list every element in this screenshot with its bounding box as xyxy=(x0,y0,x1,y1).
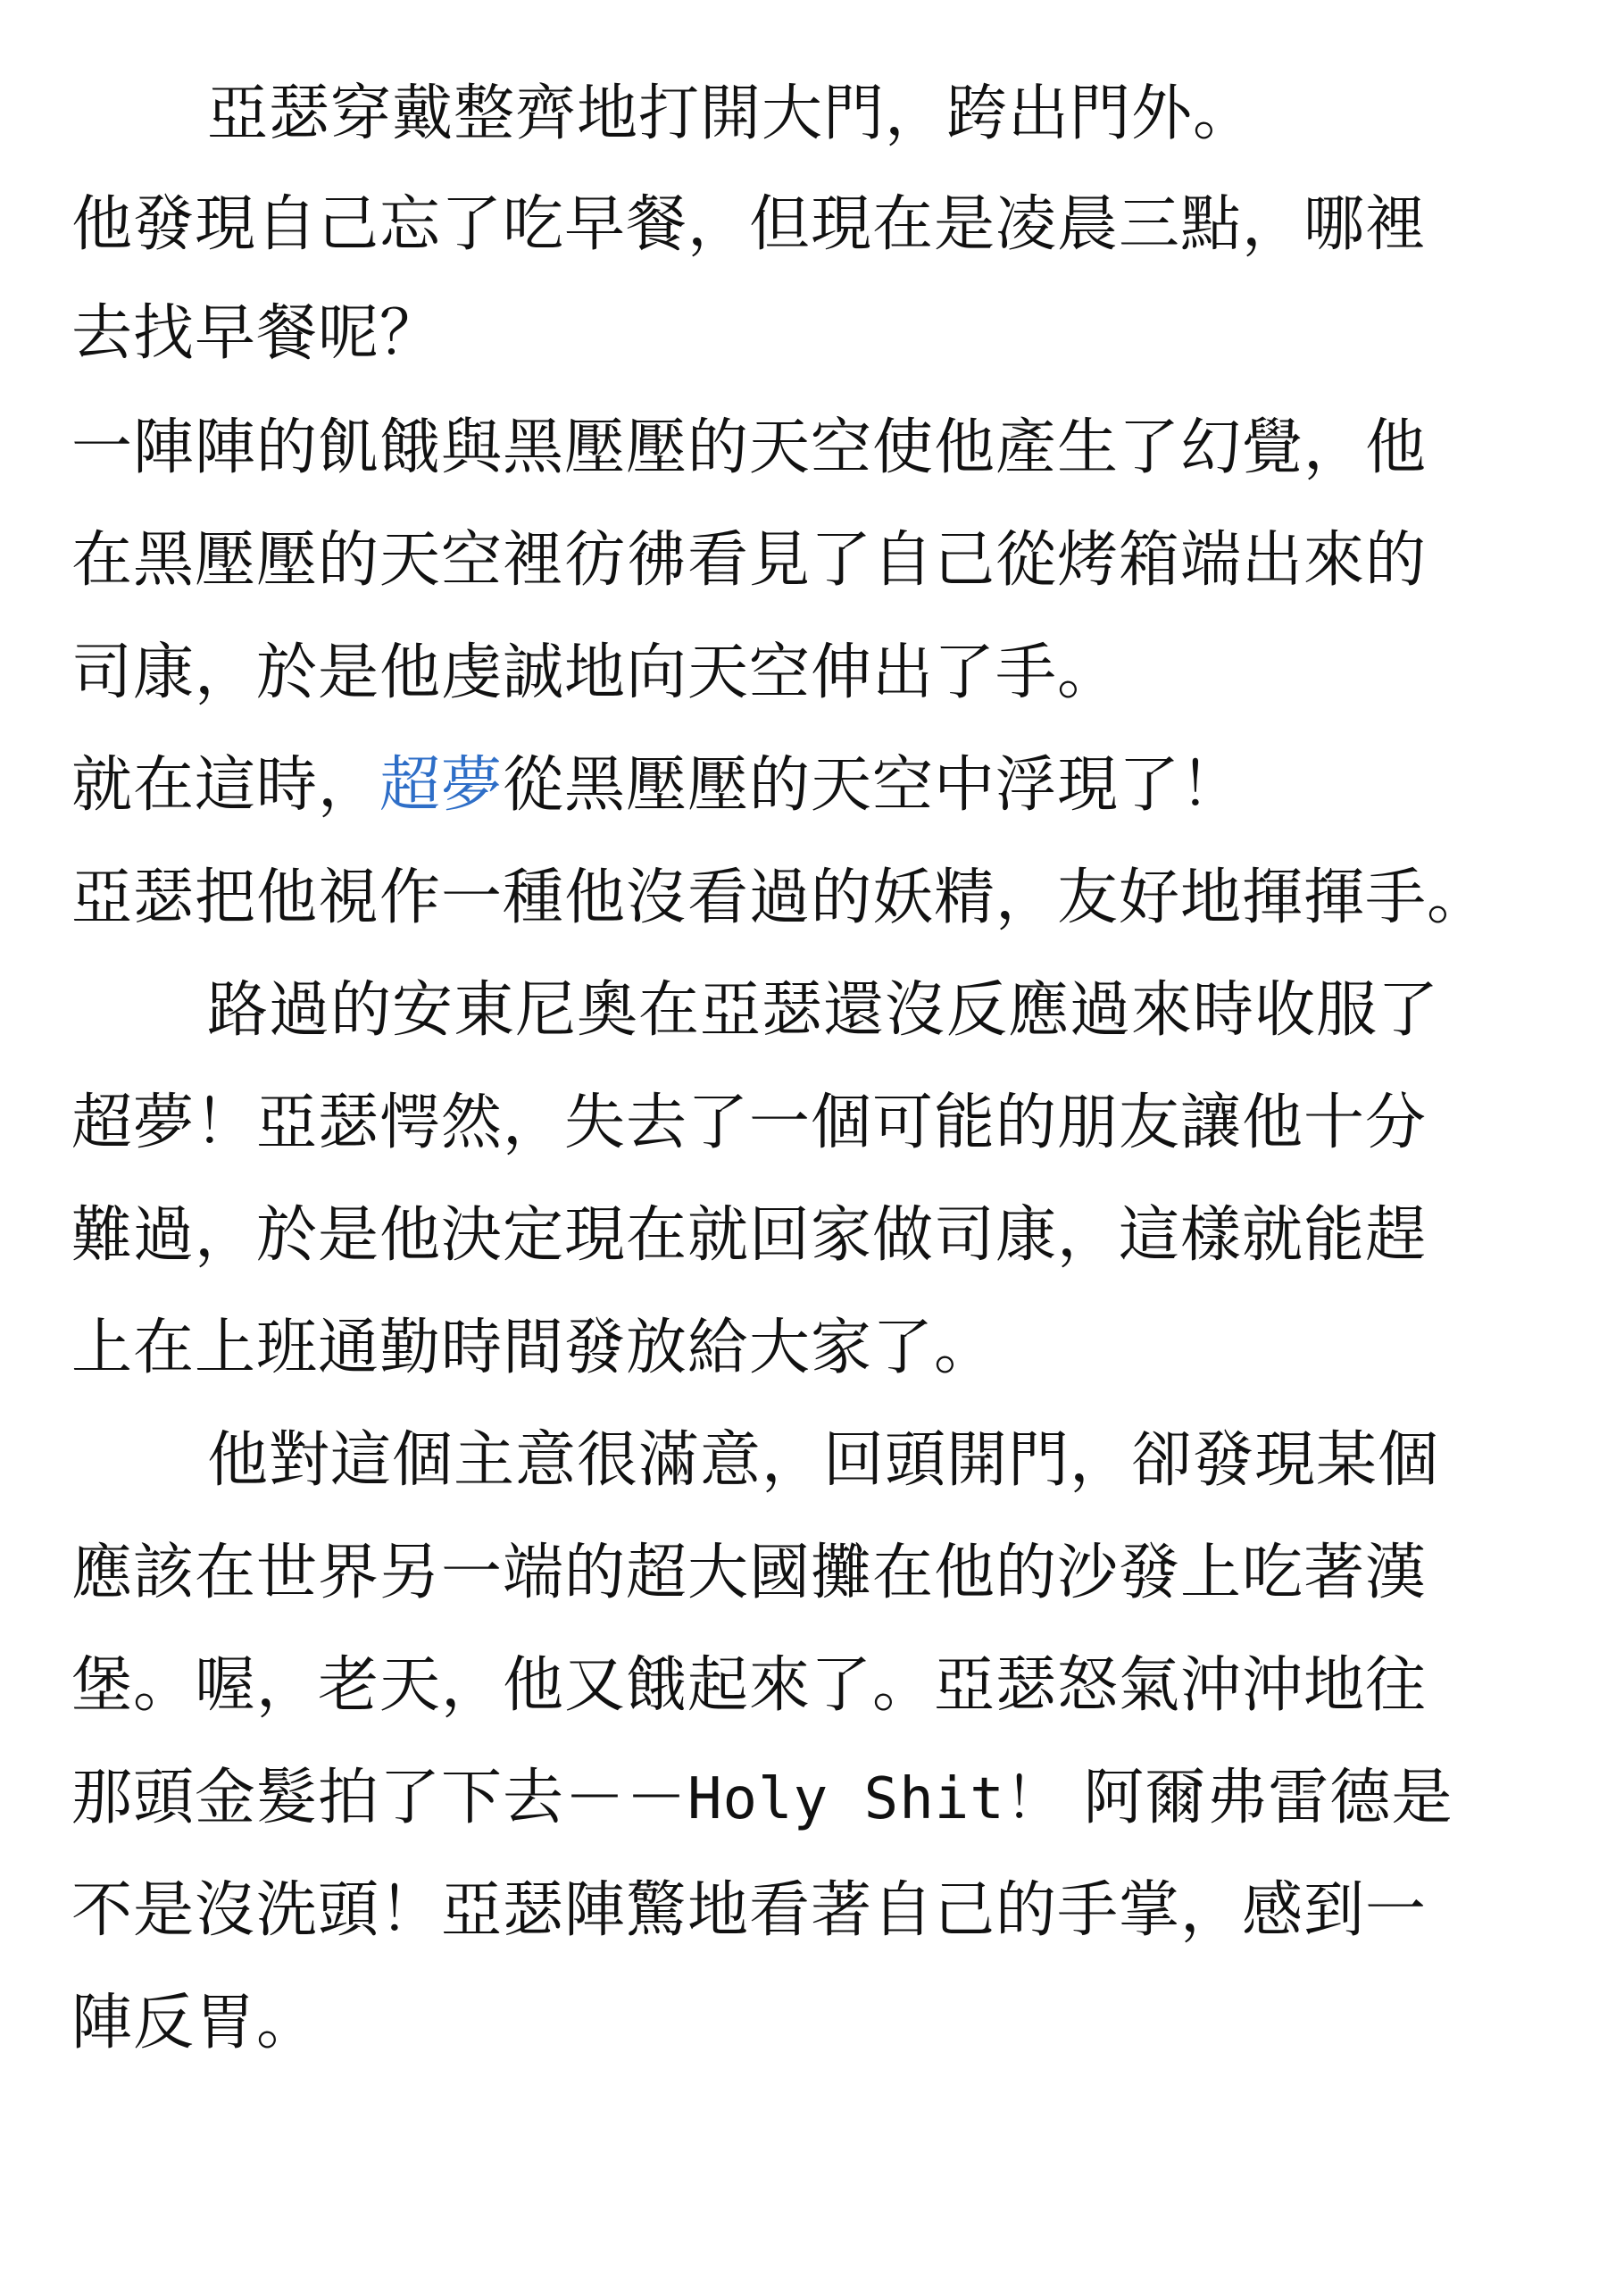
paragraph-2-line-1: 他發現自己忘了吃早餐，但現在是凌晨三點，哪裡 xyxy=(71,189,1428,260)
paragraph-3-line-2: 在黑壓壓的天空裡彷彿看見了自己從烤箱端出來的 xyxy=(71,525,1428,596)
paragraph-7-line-2: 應該在世界另一端的超大國攤在他的沙發上吃著漢 xyxy=(71,1538,1428,1608)
paragraph-7-line-5: 不是沒洗頭！亞瑟陣驚地看著自己的手掌，感到一 xyxy=(71,1875,1428,1946)
highlighted-name: 超夢 xyxy=(379,750,504,821)
paragraph-5-line-1: 亞瑟把他視作一種他沒看過的妖精，友好地揮揮手。 xyxy=(71,863,1489,933)
paragraph-6-line-2: 超夢！亞瑟愕然，失去了一個可能的朋友讓他十分 xyxy=(71,1088,1428,1158)
paragraph-2-line-2: 去找早餐呢？ xyxy=(71,298,442,369)
paragraph-6-line-1: 路過的安東尼奧在亞瑟還沒反應過來時收服了 xyxy=(207,975,1440,1046)
paragraph-3-line-1: 一陣陣的飢餓與黑壓壓的天空使他產生了幻覺，他 xyxy=(71,413,1428,483)
paragraph-6-line-4: 上在上班通勤時間發放給大家了。 xyxy=(71,1313,996,1383)
exclamation-latin: Holy Shit！ xyxy=(687,1766,1063,1832)
line-text-before: 就在這時， xyxy=(71,750,380,821)
paragraph-6-line-3: 難過，於是他決定現在就回家做司康，這樣就能趕 xyxy=(71,1200,1428,1271)
paragraph-7-line-6: 陣反胃。 xyxy=(71,1988,319,2058)
paragraph-3-line-3: 司康，於是他虔誠地向天空伸出了手。 xyxy=(71,638,1120,708)
line-text-before: 那頭金髮拍了下去－－ xyxy=(71,1763,688,1833)
paragraph-4-line-1 xyxy=(71,750,1242,822)
line-text-after: 從黑壓壓的天空中浮現了！ xyxy=(503,750,1243,821)
paragraph-7-line-3: 堡。喔，老天，他又餓起來了。亞瑟怒氣沖沖地往 xyxy=(71,1650,1428,1721)
paragraph-7-line-1: 他對這個主意很滿意，回頭開門，卻發現某個 xyxy=(207,1425,1440,1496)
paragraph-7-line-4 xyxy=(71,1763,1453,1835)
line-text-after: 阿爾弗雷德是 xyxy=(1062,1763,1453,1833)
paragraph-1-line-1: 亞瑟穿戴整齊地打開大門，跨出門外。 xyxy=(207,79,1255,149)
